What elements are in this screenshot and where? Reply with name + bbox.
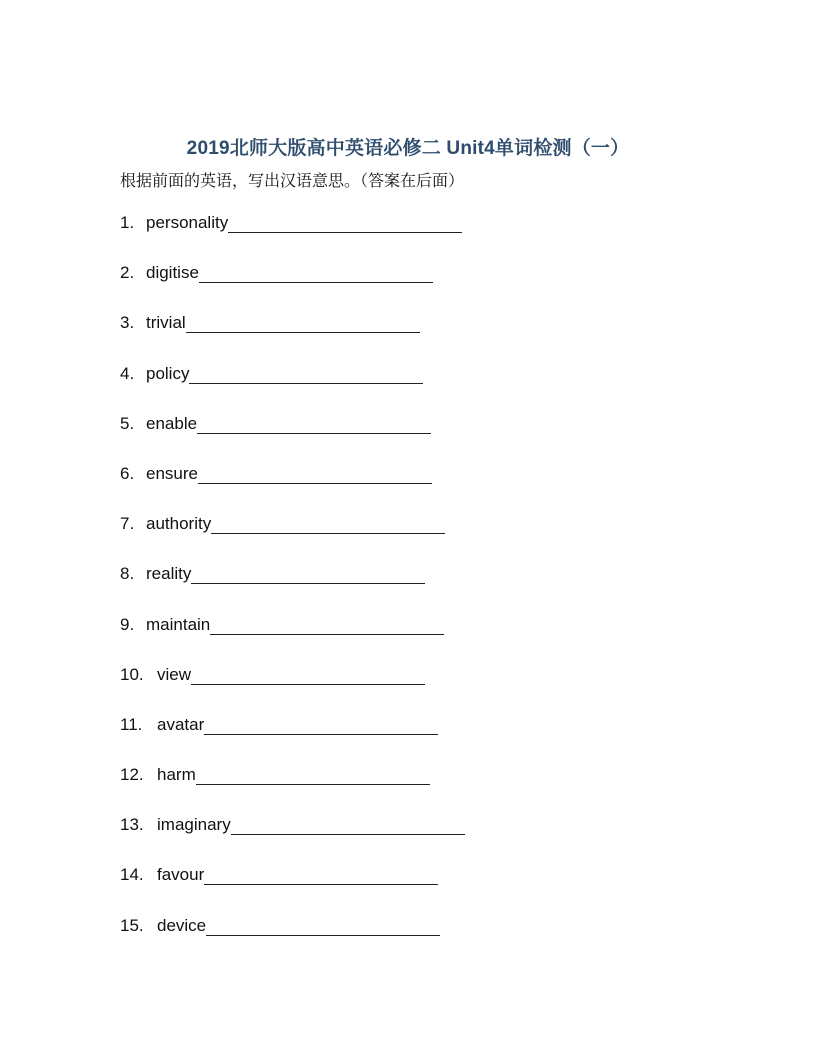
item-word: maintain <box>146 614 211 634</box>
list-item <box>120 712 465 762</box>
list-item <box>120 862 465 912</box>
item-number: 13. <box>120 815 144 835</box>
answer-blank[interactable] <box>191 561 425 584</box>
list-item <box>120 210 465 260</box>
answer-blank[interactable] <box>199 260 433 283</box>
item-number: 15. <box>120 915 144 935</box>
list-item <box>120 361 465 411</box>
answer-blank[interactable] <box>210 612 444 635</box>
answer-blank[interactable] <box>197 411 431 434</box>
item-word: view <box>157 664 192 684</box>
item-word: reality <box>146 564 192 584</box>
item-number: 14. <box>120 865 144 885</box>
item-word: personality <box>146 213 229 232</box>
item-number: 12. <box>120 765 144 785</box>
item-word: policy <box>146 363 190 383</box>
item-word: avatar <box>157 714 205 734</box>
answer-blank[interactable] <box>211 511 445 534</box>
item-number: 2. <box>120 263 135 283</box>
item-word: imaginary <box>157 815 231 835</box>
answer-blank[interactable] <box>191 662 425 685</box>
list-item <box>120 612 465 662</box>
item-number: 9. <box>120 614 135 634</box>
list-item <box>120 411 465 461</box>
list-item <box>120 260 465 310</box>
item-word: enable <box>146 413 198 433</box>
answer-blank[interactable] <box>198 461 432 484</box>
answer-blank[interactable] <box>204 712 438 735</box>
answer-blank[interactable] <box>206 913 440 936</box>
page-title: 2019北师大版高中英语必修二 Unit4单词检测（一） <box>186 138 630 159</box>
item-number: 1. <box>120 213 135 232</box>
item-word: harm <box>157 765 196 785</box>
answer-blank[interactable] <box>189 361 423 384</box>
item-number: 5. <box>120 413 135 433</box>
answer-blank[interactable] <box>204 862 438 885</box>
item-number: 8. <box>120 564 135 584</box>
item-number: 7. <box>120 514 135 534</box>
answer-blank[interactable] <box>228 210 462 233</box>
list-item <box>120 511 465 561</box>
item-word: device <box>157 915 207 935</box>
item-word: trivial <box>146 313 186 333</box>
item-number: 11. <box>120 714 143 734</box>
list-item <box>120 662 465 712</box>
answer-blank[interactable] <box>196 762 430 785</box>
item-number: 4. <box>120 363 135 383</box>
answer-blank[interactable] <box>186 310 420 333</box>
item-word: digitise <box>146 263 199 283</box>
item-word: ensure <box>146 463 198 483</box>
list-item <box>120 561 465 611</box>
item-number: 6. <box>120 463 135 483</box>
list-item <box>120 913 465 963</box>
list-item <box>120 762 465 812</box>
vocabulary-list <box>120 210 465 963</box>
item-word: favour <box>157 865 205 885</box>
list-item <box>120 812 465 862</box>
item-number: 3. <box>120 313 135 333</box>
answer-blank[interactable] <box>231 812 465 835</box>
list-item <box>120 461 465 511</box>
instruction-text: 根据前面的英语，写出汉语意思。（答案在后面） <box>120 173 465 190</box>
list-item <box>120 310 465 360</box>
item-number: 10. <box>120 664 144 684</box>
item-word: authority <box>146 514 212 534</box>
